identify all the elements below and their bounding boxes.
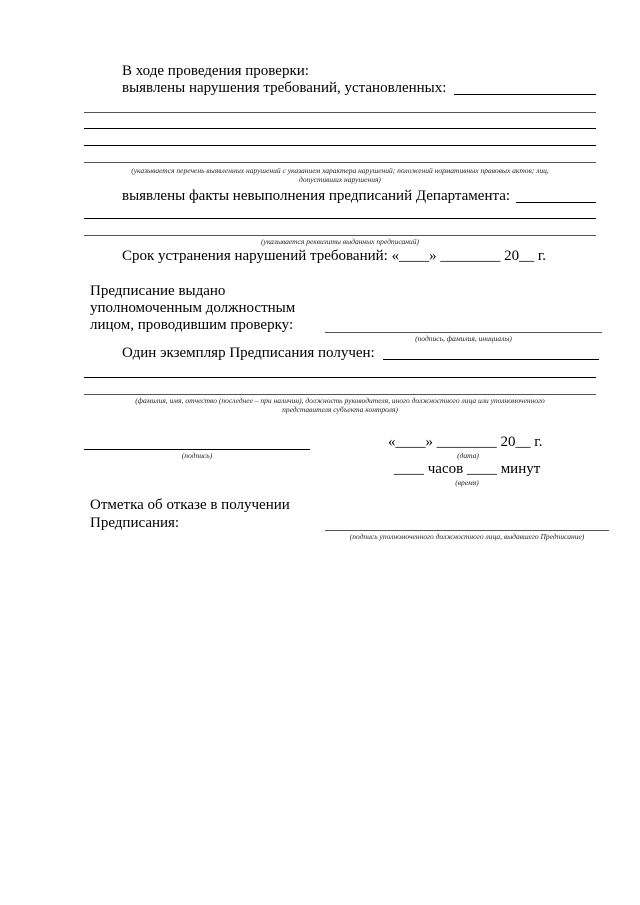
violations-line-1[interactable] [84, 112, 596, 113]
nonfulfillment-caption: (указывается реквизиты выданных предписаний) [261, 237, 419, 246]
violations-fill-line[interactable] [454, 94, 596, 95]
time-text: ____ часов ____ минут [394, 461, 541, 477]
received-label: Один экземпляр Предписания получен: [122, 345, 375, 361]
violations-caption-2: допустивших нарушения) [299, 175, 381, 184]
violations-label: выявлены нарушения требований, установленных: [122, 80, 447, 96]
violations-line-2[interactable] [84, 128, 596, 129]
issued-line-1: Предписание выдано [90, 283, 226, 299]
nonfulfillment-line-2[interactable] [84, 235, 596, 236]
issued-line-3: лицом, проводившим проверку: [90, 317, 294, 333]
received-line-2[interactable] [84, 394, 596, 395]
issued-line-2: уполномоченным должностным [90, 300, 296, 316]
issued-caption: (подпись, фамилия, инициалы) [415, 334, 512, 343]
received-caption-2: представителя субъекта контроля) [282, 405, 398, 414]
issued-signature-line[interactable] [325, 332, 602, 333]
signature-line[interactable] [84, 449, 310, 450]
refusal-signature-line[interactable] [325, 530, 609, 531]
intro-text: В ходе проведения проверки: [122, 63, 309, 79]
signature-caption: (подпись) [181, 451, 213, 460]
time-caption: (время) [455, 478, 479, 487]
received-fill-line[interactable] [383, 359, 599, 360]
refusal-caption: (подпись уполномоченного должностного лица, выдавшего Предписание) [349, 532, 585, 541]
violations-line-4[interactable] [84, 162, 596, 163]
date-text: «____» ________ 20__ г. [388, 434, 543, 450]
violations-line-3[interactable] [84, 145, 596, 146]
refusal-line-2: Предписания: [90, 515, 180, 531]
nonfulfillment-fill-line[interactable] [516, 202, 596, 203]
nonfulfillment-label: выявлены факты невыполнения предписаний Департамента: [122, 188, 511, 204]
date-caption: (дата) [457, 451, 479, 460]
refusal-line-1: Отметка об отказе в получении [90, 497, 290, 513]
violations-caption-1: (указывается перечень выявленных нарушений с указанием характера нарушений; положений нормативных правовых актов; лиц, [131, 166, 549, 175]
received-caption-1: (фамилия, имя, отчество (последнее – при наличии), должность руководителя, иного должностного лица или уполномоченного [135, 396, 545, 405]
nonfulfillment-line-1[interactable] [84, 218, 596, 219]
deadline-text: Срок устранения нарушений требований: «____» ________ 20__ г. [122, 248, 547, 264]
received-line-1[interactable] [84, 377, 596, 378]
